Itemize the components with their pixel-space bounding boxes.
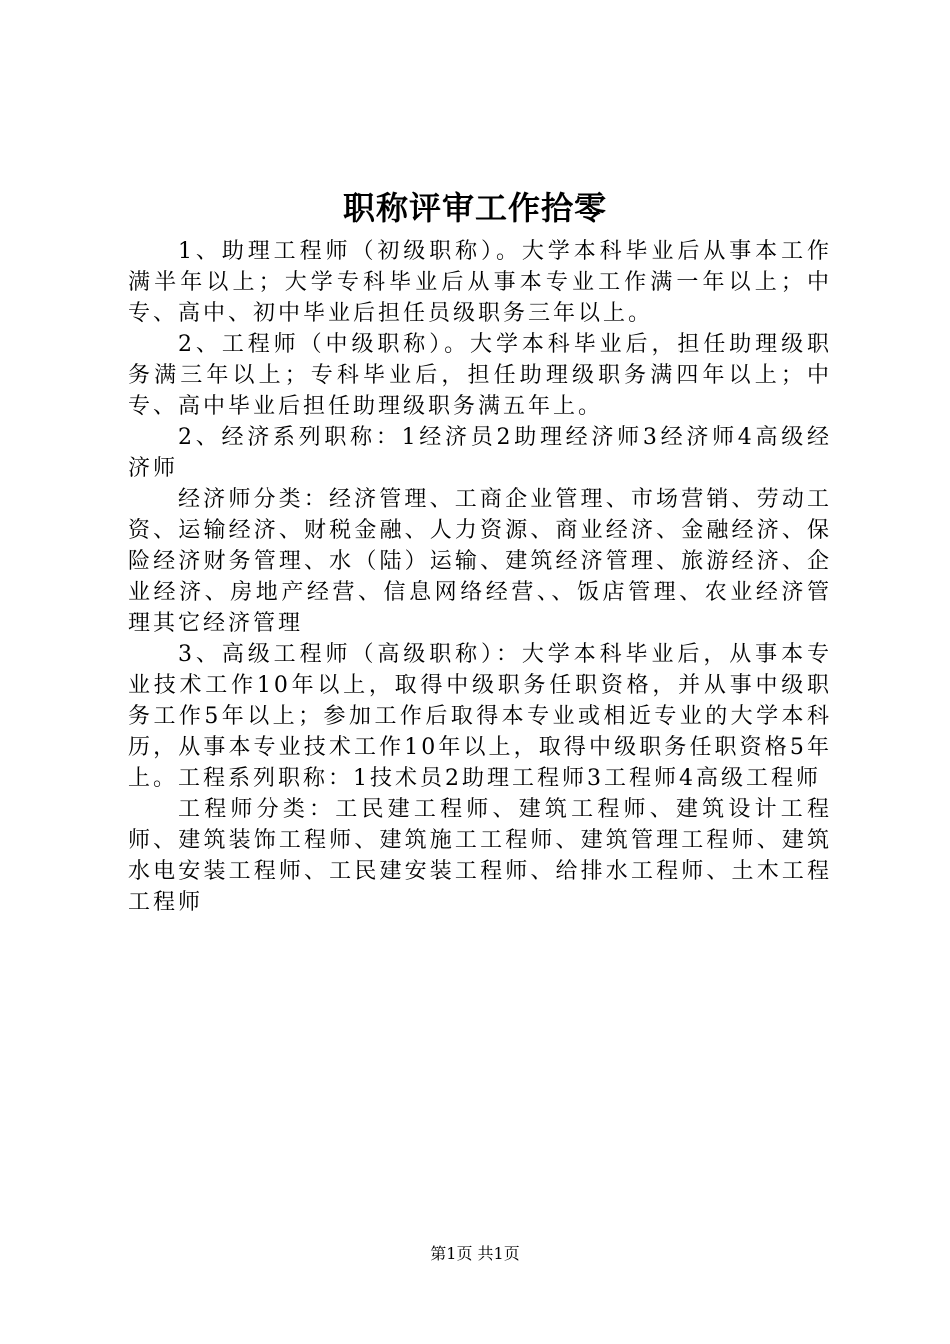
paragraph-assistant-engineer: 1、助理工程师（初级职称）。大学本科毕业后从事本工作满半年以上；大学专科毕业后从事本专业工作满一年以上；中专、高中、初中毕业后担任员级职务三年以上。 — [128, 239, 832, 326]
paragraph-senior-engineer: 3、高级工程师（高级职称）：大学本科毕业后，从事本专业技术工作10年以上，取得中级职务任职资格，并从事中级职务工作5年以上；参加工作后取得本专业或相近专业的大学本科历，从事本专业技术工作10年以上，取得中级职务任职资格5年上。工程系列职称：1技术员2助理工程师3工程师4高级工程师 — [128, 642, 832, 791]
paragraph-economics-series: 2、经济系列职称：1经济员2助理经济师3经济师4高级经济师 — [128, 425, 832, 481]
document-body — [128, 236, 832, 918]
paragraph-engineer-categories: 工程师分类：工民建工程师、建筑工程师、建筑设计工程师、建筑装饰工程师、建筑施工工程师、建筑管理工程师、建筑水电安装工程师、工民建安装工程师、给排水工程师、土木工程工程师 — [128, 797, 832, 915]
page-footer: 第1页 共1页 — [430, 1244, 520, 1263]
document-title: 职称评审工作拾零 — [342, 189, 607, 227]
paragraph-engineer: 2、工程师（中级职称）。大学本科毕业后，担任助理级职务满三年以上；专科毕业后，担任助理级职务满四年以上；中专、高中毕业后担任助理级职务满五年上。 — [128, 332, 832, 419]
paragraph-economist-categories: 经济师分类：经济管理、工商企业管理、市场营销、劳动工资、运输经济、财税金融、人力资源、商业经济、金融经济、保险经济财务管理、水（陆）运输、建筑经济管理、旅游经济、企业经济、房地产经营、信息网络经营、、饭店管理、农业经济管理其它经济管理 — [128, 487, 832, 636]
